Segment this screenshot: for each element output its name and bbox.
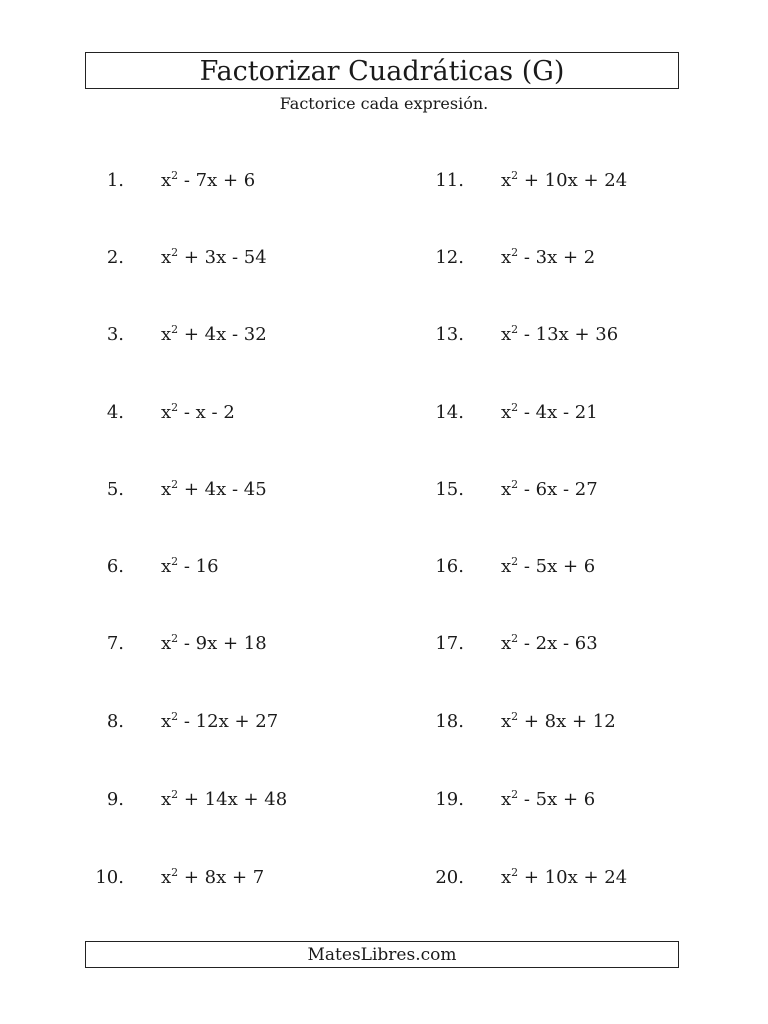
problem-number: 17. (435, 633, 464, 654)
problem-item (88, 629, 388, 659)
expr-variable: x (161, 867, 172, 888)
problem-number: 12. (435, 247, 464, 268)
problem-number: 6. (106, 556, 124, 577)
problem-number: 16. (435, 556, 464, 577)
expr-exponent: 2 (171, 632, 179, 645)
expr-rest: + 4x - 32 (178, 324, 267, 345)
problem-number: 2. (106, 247, 124, 268)
expr-variable: x (161, 324, 172, 345)
problem-expression (501, 629, 598, 659)
expr-variable: x (501, 402, 512, 423)
problem-number: 13. (435, 324, 464, 345)
problem-item (85, 863, 385, 893)
problem-expression (161, 552, 219, 582)
problem-number: 5. (106, 479, 124, 500)
problem-expression (161, 166, 255, 196)
expr-rest: + 14x + 48 (178, 789, 288, 810)
problem-number: 15. (435, 479, 464, 500)
expr-exponent: 2 (511, 246, 519, 259)
problem-item (88, 243, 388, 273)
problem-number: 8. (106, 711, 124, 732)
problem-item (428, 863, 728, 893)
expr-rest: - 5x + 6 (518, 556, 596, 577)
problem-expression (161, 320, 267, 350)
footer-text: MatesLibres.com (307, 945, 457, 965)
problem-number: 20. (435, 867, 464, 888)
problem-number: 4. (106, 402, 124, 423)
problem-expression (501, 552, 595, 582)
expr-exponent: 2 (511, 788, 519, 801)
problem-item (428, 243, 728, 273)
expr-exponent: 2 (511, 323, 519, 336)
problem-number: 14. (435, 402, 464, 423)
problem-expression (501, 863, 627, 893)
expr-exponent: 2 (511, 478, 519, 491)
expr-exponent: 2 (511, 555, 519, 568)
problem-expression (501, 166, 627, 196)
expr-exponent: 2 (511, 632, 519, 645)
expr-rest: - 6x - 27 (518, 479, 598, 500)
expr-rest: + 10x + 24 (518, 170, 628, 191)
expr-rest: + 8x + 12 (518, 711, 616, 732)
problem-number: 3. (106, 324, 124, 345)
expr-variable: x (161, 789, 172, 810)
problem-item (428, 166, 728, 196)
problem-expression (161, 629, 267, 659)
problem-expression (501, 320, 618, 350)
expr-rest: - 12x + 27 (178, 711, 279, 732)
problem-expression (501, 243, 595, 273)
problem-item (428, 629, 728, 659)
expr-rest: + 3x - 54 (178, 247, 267, 268)
problem-item (88, 707, 388, 737)
problem-number: 19. (435, 789, 464, 810)
problem-number: 11. (435, 170, 464, 191)
expr-rest: - 5x + 6 (518, 789, 596, 810)
problem-expression (501, 475, 598, 505)
expr-variable: x (501, 324, 512, 345)
problem-number: 9. (106, 789, 124, 810)
expr-variable: x (501, 633, 512, 654)
title-text: Factorizar Cuadráticas (G) (199, 56, 565, 87)
expr-exponent: 2 (171, 323, 179, 336)
expr-variable: x (501, 867, 512, 888)
expr-exponent: 2 (171, 555, 179, 568)
problem-item (428, 707, 728, 737)
problem-expression (161, 398, 235, 428)
expr-rest: - 9x + 18 (178, 633, 267, 654)
problem-item (88, 475, 388, 505)
expr-exponent: 2 (511, 169, 519, 182)
problem-expression (161, 785, 287, 815)
problem-item (428, 320, 728, 350)
expr-rest: - 7x + 6 (178, 170, 256, 191)
problem-number: 7. (106, 633, 124, 654)
footer (85, 941, 679, 968)
problem-item (88, 398, 388, 428)
problem-expression (161, 863, 264, 893)
expr-rest: + 10x + 24 (518, 867, 628, 888)
expr-variable: x (161, 170, 172, 191)
expr-rest: - 2x - 63 (518, 633, 598, 654)
expr-rest: - 13x + 36 (518, 324, 619, 345)
expr-exponent: 2 (511, 866, 519, 879)
expr-variable: x (161, 402, 172, 423)
problem-expression (161, 243, 267, 273)
problem-item (88, 166, 388, 196)
expr-variable: x (161, 633, 172, 654)
expr-variable: x (161, 711, 172, 732)
problem-number: 1. (106, 170, 124, 191)
expr-variable: x (501, 789, 512, 810)
expr-variable: x (501, 247, 512, 268)
problem-expression (161, 475, 267, 505)
expr-exponent: 2 (171, 478, 179, 491)
problem-expression (161, 707, 278, 737)
problem-item (428, 475, 728, 505)
expr-exponent: 2 (171, 866, 179, 879)
problem-number: 10. (95, 867, 124, 888)
expr-rest: + 4x - 45 (178, 479, 267, 500)
expr-variable: x (161, 247, 172, 268)
expr-variable: x (501, 556, 512, 577)
problem-expression (501, 785, 595, 815)
instructions: Factorice cada expresión. (279, 94, 489, 113)
problem-item (428, 398, 728, 428)
expr-exponent: 2 (171, 401, 179, 414)
expr-exponent: 2 (511, 710, 519, 723)
expr-rest: - x - 2 (178, 402, 235, 423)
expr-variable: x (501, 479, 512, 500)
expr-variable: x (501, 711, 512, 732)
expr-variable: x (501, 170, 512, 191)
expr-exponent: 2 (171, 169, 179, 182)
expr-exponent: 2 (171, 788, 179, 801)
expr-variable: x (161, 479, 172, 500)
expr-rest: - 3x + 2 (518, 247, 596, 268)
problem-item (88, 785, 388, 815)
expr-rest: - 4x - 21 (518, 402, 598, 423)
expr-exponent: 2 (511, 401, 519, 414)
expr-exponent: 2 (171, 710, 179, 723)
problem-item (428, 785, 728, 815)
problem-expression (501, 707, 616, 737)
problem-expression (501, 398, 598, 428)
problem-item (88, 552, 388, 582)
expr-variable: x (161, 556, 172, 577)
problem-item (88, 320, 388, 350)
problem-item (428, 552, 728, 582)
expr-rest: - 16 (178, 556, 219, 577)
expr-exponent: 2 (171, 246, 179, 259)
expr-rest: + 8x + 7 (178, 867, 265, 888)
problem-number: 18. (435, 711, 464, 732)
